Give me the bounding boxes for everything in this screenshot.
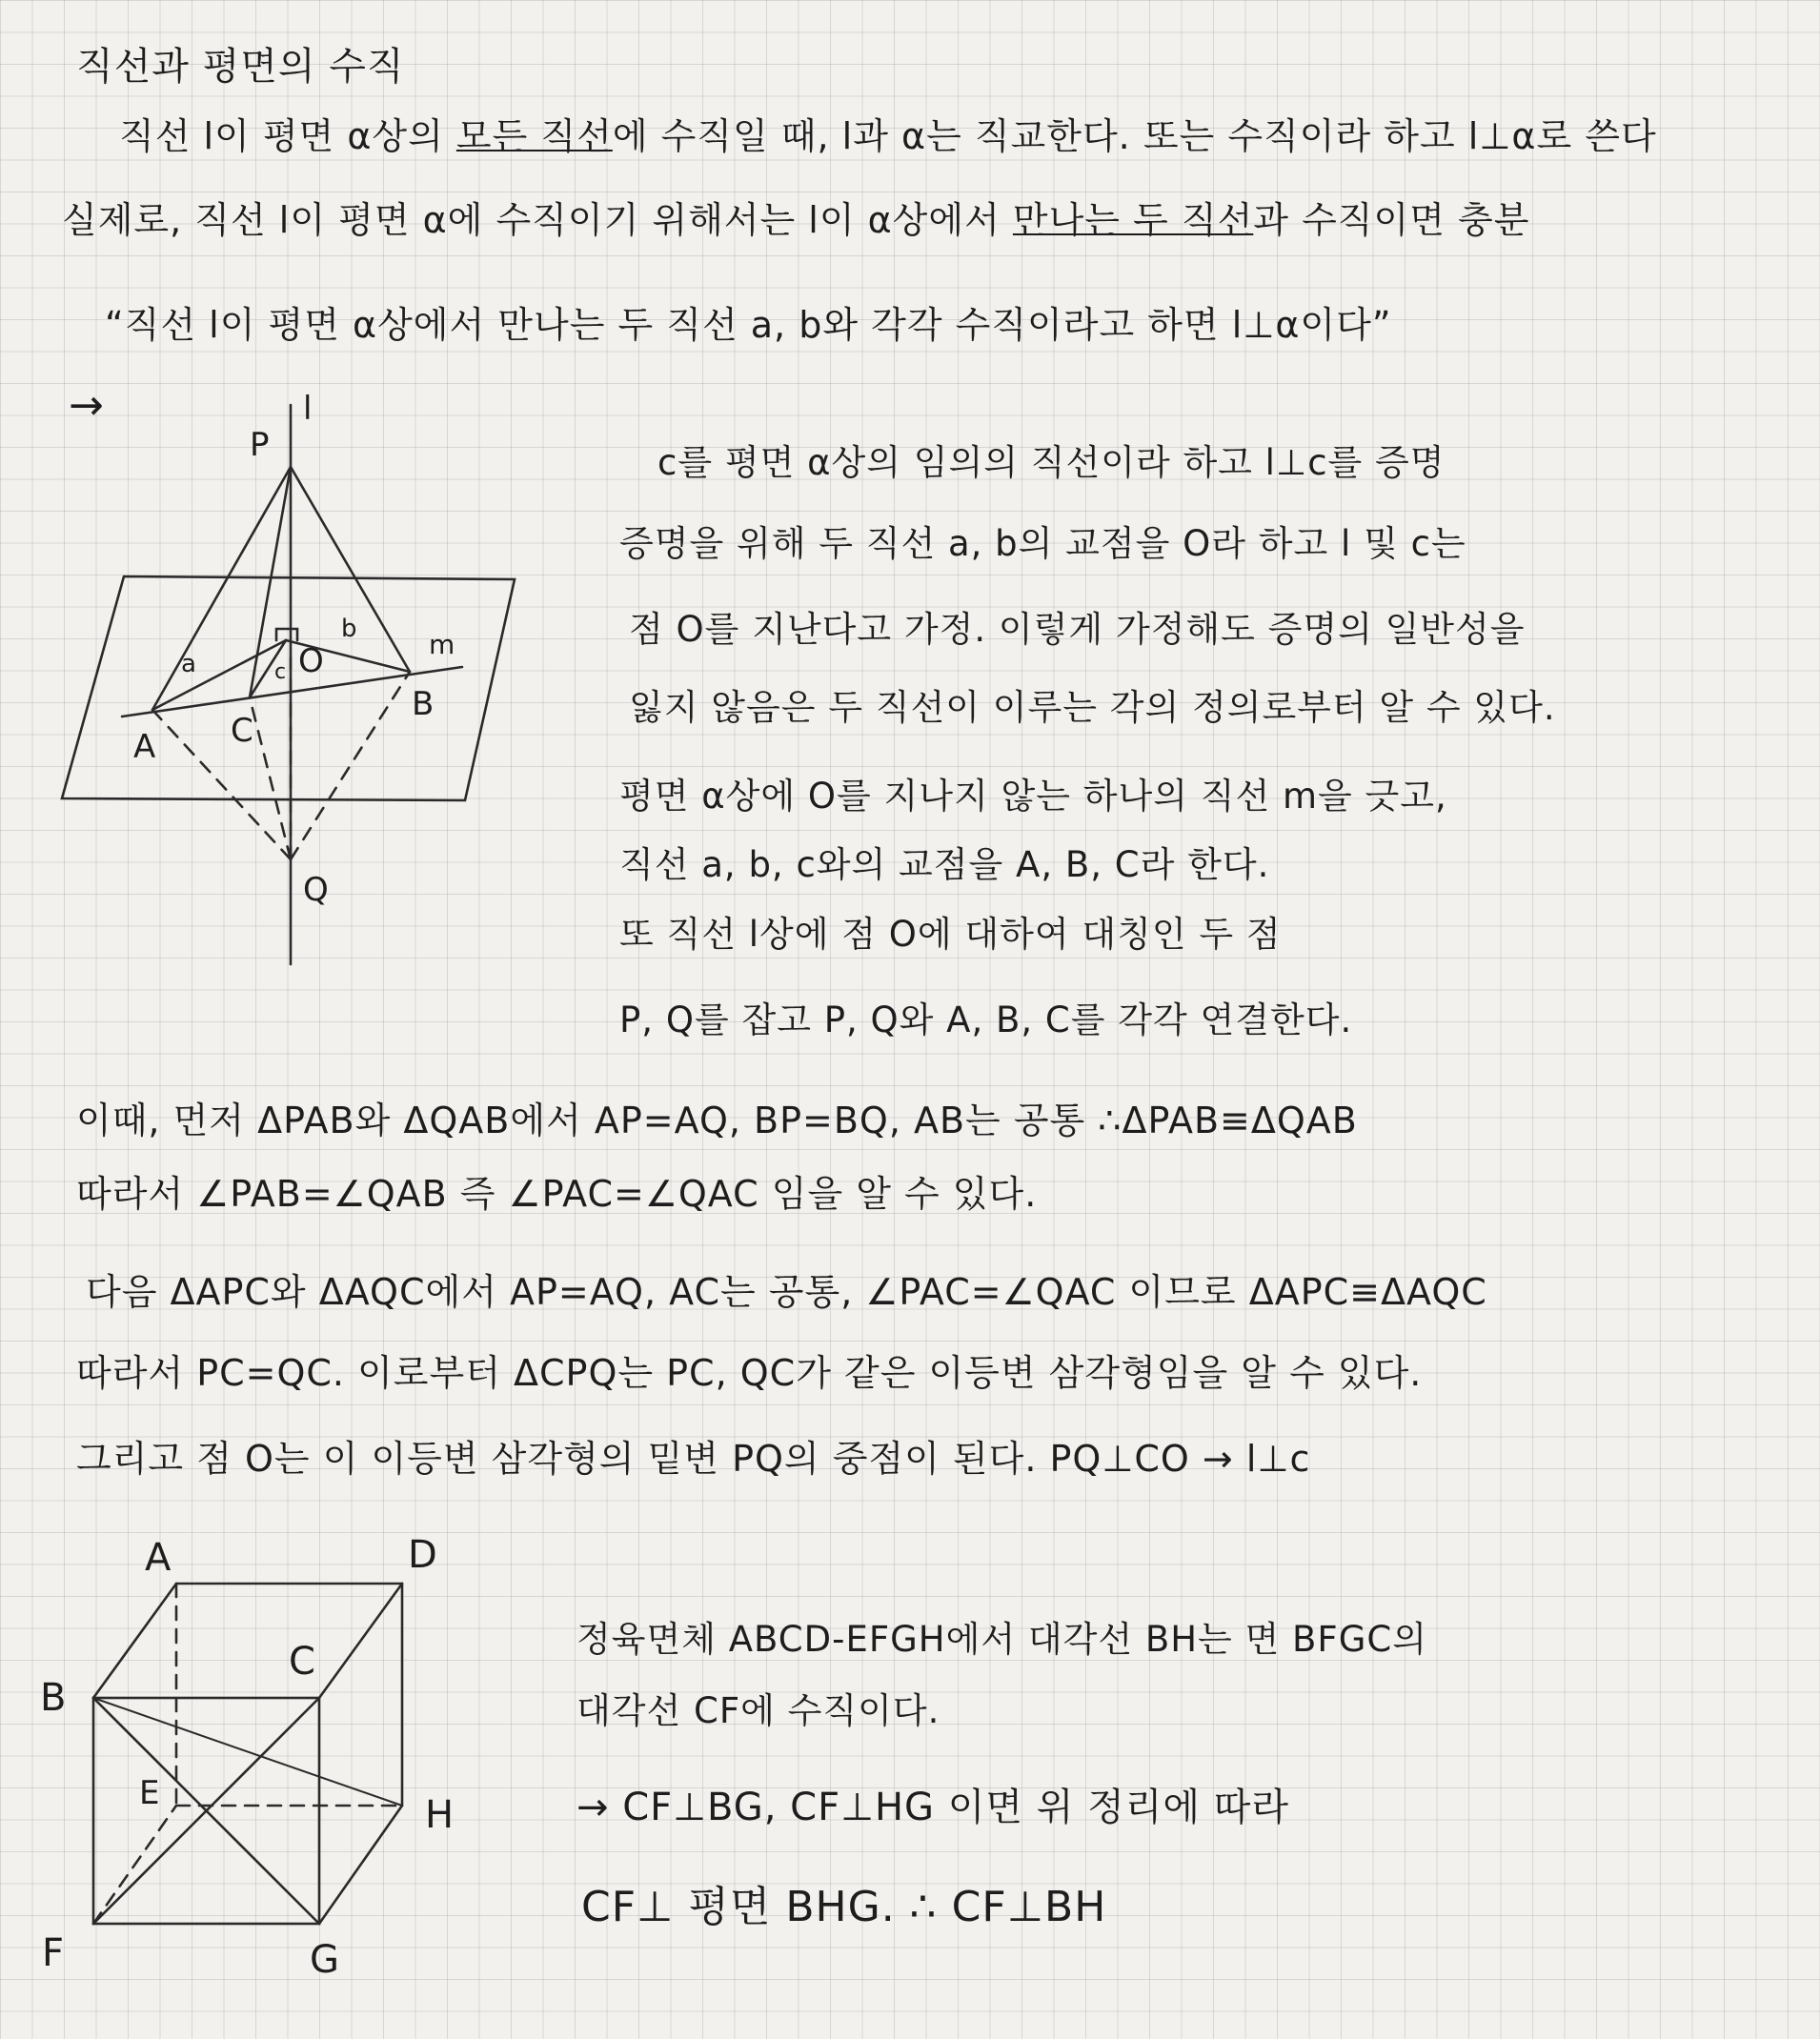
proof-main-line-1: 이때, 먼저 ΔPAB와 ΔQAB에서 AP=AQ, BP=BQ, AB는 공통 ∴ΔPAB≡ΔQAB xyxy=(76,1100,1358,1141)
proof-right-line-8: P, Q를 잡고 P, Q와 A, B, C를 각각 연결한다. xyxy=(619,999,1353,1040)
cube-line-4: CF⊥ 평면 BHG. ∴ CF⊥BH xyxy=(581,1883,1107,1931)
label-c: c xyxy=(274,660,287,684)
theorem-quote: “직선 l이 평면 α상에서 만나는 두 직선 a, b와 각각 수직이라고 하면 l⊥α이다” xyxy=(105,304,1392,346)
label-E: E xyxy=(139,1774,160,1812)
intro-line-2-post: 과 수직이면 충분 xyxy=(1253,199,1530,241)
proof-right-line-7: 또 직선 l상에 점 O에 대하여 대칭인 두 점 xyxy=(619,914,1282,955)
label-H: H xyxy=(425,1793,455,1837)
figure-cube xyxy=(29,1515,476,1991)
label-F: F xyxy=(42,1931,65,1975)
proof-right-line-5: 평면 α상에 O를 지나지 않는 하나의 직선 m을 긋고, xyxy=(619,776,1447,817)
cube-line-3: → CF⊥BG, CF⊥HG 이면 위 정리에 따라 xyxy=(576,1786,1290,1829)
proof-right-line-3: 점 O를 지난다고 가정. 이렇게 가정해도 증명의 일반성을 xyxy=(629,609,1526,650)
plane-alpha xyxy=(62,576,515,800)
label-Q: Q xyxy=(303,871,329,909)
cube-line-1: 정육면체 ABCD-EFGH에서 대각선 BH는 면 BFGC의 xyxy=(576,1619,1427,1660)
figure-perpendicular-plane xyxy=(38,381,553,972)
cube-line-2: 대각선 CF에 수직이다. xyxy=(576,1690,940,1731)
label-D: D xyxy=(408,1533,437,1577)
label-l: l xyxy=(303,390,313,428)
intro-line-2 xyxy=(62,191,1529,243)
proof-main-line-3: 다음 ΔAPC와 ΔAQC에서 AP=AQ, AC는 공통, ∠PAC=∠QAC 이므로 ΔAPC≡ΔAQC xyxy=(86,1271,1487,1313)
label-P: P xyxy=(250,426,270,464)
proof-right-line-2: 증명을 위해 두 직선 a, b의 교점을 O라 하고 l 및 c는 xyxy=(619,523,1466,564)
label-a: a xyxy=(181,650,196,678)
intro-line-1-post: 에 수직일 때, l과 α는 직교한다. 또는 수직이라 하고 l⊥α로 쓴다 xyxy=(612,115,1657,157)
proof-right-line-1: c를 평면 α상의 임의의 직선이라 하고 l⊥c를 증명 xyxy=(657,442,1446,483)
proof-main-line-2: 따라서 ∠PAB=∠QAB 즉 ∠PAC=∠QAC 임을 알 수 있다. xyxy=(76,1173,1038,1215)
intro-underline-all-lines: 모든 직선 xyxy=(455,115,613,157)
intro-line-1-pre: 직선 l이 평면 α상의 xyxy=(119,115,456,157)
label-O: O xyxy=(298,642,324,680)
label-B: B xyxy=(412,685,435,723)
intro-line-2-pre: 실제로, 직선 l이 평면 α에 수직이기 위해서는 l이 α상에서 xyxy=(62,199,1013,241)
intro-line-1 xyxy=(119,107,1657,159)
label-A: A xyxy=(145,1536,172,1580)
arrow-icon: → xyxy=(69,381,105,430)
proof-main-line-5: 그리고 점 O는 이 이등변 삼각형의 밑변 PQ의 중점이 된다. PQ⊥CO → l⊥c xyxy=(76,1438,1311,1480)
intro-underline-two-lines: 만나는 두 직선 xyxy=(1012,199,1254,241)
label-b: b xyxy=(341,615,357,643)
label-B: B xyxy=(40,1676,67,1720)
label-C: C xyxy=(289,1640,315,1684)
proof-main-line-4: 따라서 PC=QC. 이로부터 ΔCPQ는 PC, QC가 같은 이등변 삼각형임을 알 수 있다. xyxy=(76,1352,1423,1394)
label-m: m xyxy=(429,629,455,660)
label-A: A xyxy=(133,728,156,766)
proof-right-line-6: 직선 a, b, c와의 교점을 A, B, C라 한다. xyxy=(619,844,1270,885)
label-G: G xyxy=(310,1938,339,1982)
proof-right-line-4: 잃지 않음은 두 직선이 이루는 각의 정의로부터 알 수 있다. xyxy=(629,687,1556,728)
page-title: 직선과 평면의 수직 xyxy=(76,45,405,89)
label-C: C xyxy=(231,712,253,750)
